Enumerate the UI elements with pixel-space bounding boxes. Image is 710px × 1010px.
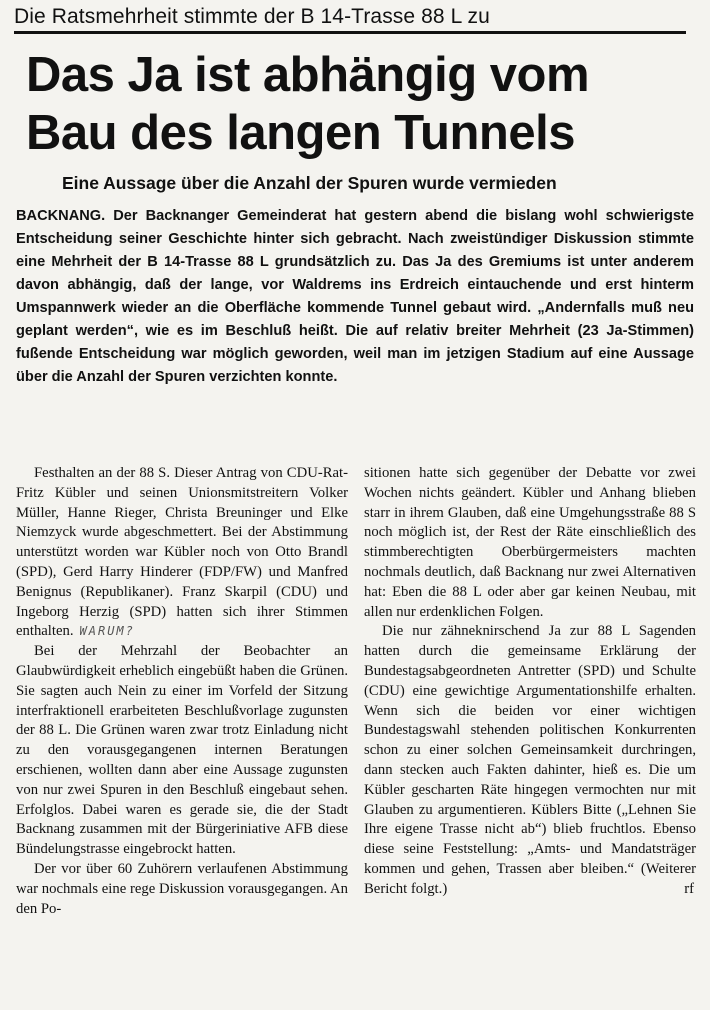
- kicker-line: Die Ratsmehrheit stimmte der B 14-Trasse 88 L zu: [14, 5, 490, 28]
- headline-line-2: Bau des langen Tunnels: [26, 106, 575, 160]
- paragraph: [364, 622, 696, 899]
- lead-text: Der Backnanger Gemeinderat hat gestern abend die bislang wohl schwierigste Entscheidung seiner Geschichte hinter sich gebracht. Nach zweistündiger Diskussion stimmte eine Mehrheit der B 14-Trasse 88 L grundsätzlich zu. Das Ja des Gremiums ist unter anderem davon abhängig, daß der lange, vor Waldrems ins Erdreich eintauchende und erst hinterm Umspannwerk wieder an die Oberfläche kommende Tunnel gebaut wird. „Andernfalls muß neu geplant werden“, wie es im Beschluß heißt. Die auf relativ breiter Mehrheit (23 Ja-Stimmen) fußende Entscheidung war möglich geworden, weil man im jetzigen Stadium auf eine Aussage über die Anzahl der Spuren verzichten konnte.: [16, 208, 694, 385]
- paragraph: Bei der Mehrzahl der Beobachter an Glaubwürdigkeit erheblich eingebüßt haben die Grünen. Sie sagten auch Nein zu einer im Vorfeld der Sitzung interfraktionell erarbeiteten Beschlußvorlage zugunsten der 88 L. Die Grünen waren zwar trotz Einladung nicht zu den vorausgegangenen internen Beratungen erschienen, wollten dann aber eine Aussage zugunsten von nur zwei Spuren in den Beschluß eingebaut sehen. Erfolglos. Dabei waren es gerade sie, die der Stadt Backnang zusammen mit der Bürgeriniative AFB diese Bündelungstrasse eingebrockt hatten.: [16, 643, 348, 858]
- headline: [26, 46, 696, 162]
- paragraph: Der vor über 60 Zuhörern verlaufenen Abstimmung war nochmals eine rege Diskussion vorausgegangen. An den Po-: [16, 860, 348, 917]
- subheadline: Eine Aussage über die Anzahl der Spuren wurde vermieden: [62, 173, 557, 193]
- headline-line-1: Das Ja ist abhängig vom: [26, 48, 590, 102]
- paragraph: [16, 464, 348, 642]
- dateline: BACKNANG.: [16, 208, 106, 224]
- lead-paragraph: [16, 205, 694, 389]
- paragraph: sitionen hatte sich gegenüber der Debatte vor zwei Wochen nichts geändert. Kübler und Anhang blieben starr in ihrem Glauben, daß eine Umgehungsstraße 88 S noch möglich ist, der Rest der Räte einschließlich des stimmberechtigten Oberbürgermeisters machten nochmals deutlich, daß Backnang nur zwei Alternativen hat: Eben die 88 L oder aber gar keinen Neubau, mit allen nur erdenklichen Folgen.: [364, 465, 696, 620]
- column-right: [364, 464, 696, 919]
- paragraph-text: Die nur zähneknirschend Ja zur 88 L Sagenden hatten durch die gemeinsame Erklärung der Bundestagsabgeordneten Antretter (SPD) und Schulte (CDU) eine gewichtige Argumentationshilfe erhalten. Wenn sich die beiden vor einer wichtigen Bundestagswahl stehenden politischen Konkurrenten schon zu einer solchen Gemeinsamkeit durchringen, dann stecken auch Fakten dahinter, hieß es. Die um Kübler gescharten Räte hingegen vermochten nur mit Glauben zu argumentieren. Küblers Bitte („Lehnen Sie Ihre eigene Trasse nicht ab“) blieb fruchtlos. Ebenso diese seine Feststellung: „Amts- und Mandatsträger kommen und gehen, Trassen aber bleiben.“ (Weiterer Bericht folgt.): [364, 623, 696, 897]
- author-signature: rf: [684, 880, 694, 897]
- handwritten-note: WARUM?: [79, 624, 135, 639]
- kicker-underline: [14, 31, 686, 34]
- paragraph-text: Festhalten an der 88 S. Dieser Antrag von CDU-Rat-Fritz Kübler und seinen Unionsmitstreitern Volker Müller, Hanne Rieger, Christa Breuninger und Elke Niemzyck wurde abgeschmettert. Bei der Abstimmung unterstützt worden war Kübler noch von Otto Brandl (SPD), Gerd Harry Hinderer (FDP/FW) und Manfred Benignus (Republikaner). Franz Skarpil (CDU) und Ingeborg Herzig (SPD) hatten sich ihrer Stimmen enthalten.: [16, 465, 348, 640]
- column-left: [16, 464, 348, 919]
- body-columns: [16, 464, 696, 919]
